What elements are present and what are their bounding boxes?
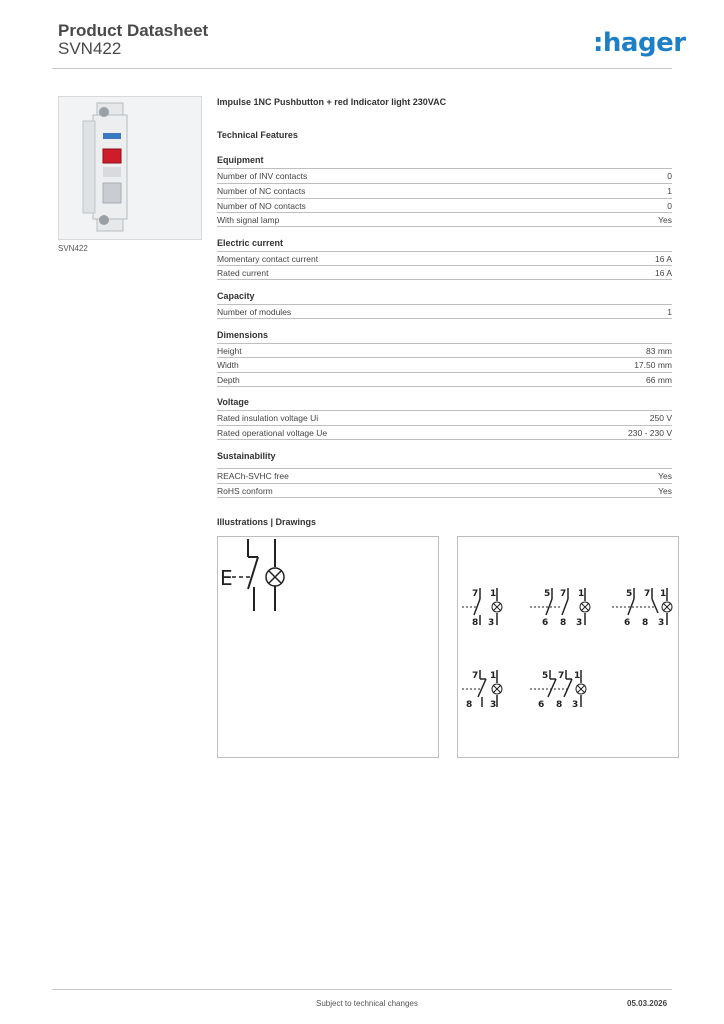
variant-diagram-4 (462, 670, 502, 710)
variant-diagram-1 (462, 588, 502, 628)
table-row: REACh-SVHC free Yes (217, 468, 672, 483)
pushbutton-lamp-symbol (218, 537, 438, 757)
svg-text:1: 1 (490, 671, 497, 681)
technical-features-title: Technical Features (217, 130, 298, 140)
group-title-equipment: Equipment (217, 155, 264, 165)
svg-text:1: 1 (574, 671, 581, 681)
svg-text:3: 3 (490, 700, 497, 710)
table-row: Rated insulation voltage Ui 250 V (217, 410, 672, 425)
product-code: SVN422 (58, 39, 122, 58)
wiring-diagram-variants (457, 536, 679, 758)
svg-text:7: 7 (644, 589, 651, 599)
svg-text:5: 5 (544, 589, 551, 599)
svg-text:1: 1 (660, 589, 667, 599)
table-row: Number of NC contacts 1 (217, 183, 672, 198)
hager-logo: :hager (593, 28, 686, 58)
variant-diagram-5 (530, 670, 586, 710)
svg-text:7: 7 (560, 589, 567, 599)
table-row: Number of modules 1 (217, 304, 672, 319)
table-row: Depth 66 mm (217, 372, 672, 387)
svg-text:8: 8 (560, 618, 567, 628)
table-row: Number of INV contacts 0 (217, 168, 672, 183)
svg-text:7: 7 (472, 589, 479, 599)
svg-text:6: 6 (538, 700, 545, 710)
page-title: Product Datasheet (58, 21, 209, 40)
table-row: RoHS conform Yes (217, 483, 672, 498)
table-row: With signal lamp Yes (217, 212, 672, 227)
table-row: Rated operational voltage Ue 230 - 230 V (217, 425, 672, 440)
svg-text:3: 3 (658, 618, 665, 628)
group-title-dimensions: Dimensions (217, 330, 269, 340)
svg-text:3: 3 (576, 618, 583, 628)
svg-text:8: 8 (556, 700, 563, 710)
group-title-electric-current: Electric current (217, 238, 284, 248)
illustrations-title: Illustrations | Drawings (217, 517, 317, 527)
header-divider (52, 68, 672, 69)
footer-date: 05.03.2026 (627, 999, 668, 1008)
footer-divider (52, 989, 672, 990)
group-title-capacity: Capacity (217, 291, 255, 301)
footer-note: Subject to technical changes (316, 999, 418, 1008)
svg-text:1: 1 (490, 589, 497, 599)
table-row: Number of NO contacts 0 (217, 198, 672, 213)
actuator-label: E (220, 566, 233, 590)
svg-text:5: 5 (626, 589, 633, 599)
variant-diagram-2 (530, 588, 590, 628)
svg-text:3: 3 (572, 700, 579, 710)
svg-text:6: 6 (542, 618, 549, 628)
table-row: Width 17.50 mm (217, 357, 672, 372)
group-title-voltage: Voltage (217, 397, 249, 407)
product-image (58, 96, 202, 240)
svg-text:5: 5 (542, 671, 549, 681)
table-row: Rated current 16 A (217, 265, 672, 280)
wiring-diagram-main (217, 536, 439, 758)
svg-text:3: 3 (488, 618, 495, 628)
group-title-sustainability: Sustainability (217, 451, 276, 461)
svg-text:8: 8 (466, 700, 473, 710)
table-row: Height 83 mm (217, 343, 672, 358)
table-row: Momentary contact current 16 A (217, 251, 672, 266)
product-description: Impulse 1NC Pushbutton + red Indicator light 230VAC (217, 97, 447, 107)
svg-text:8: 8 (642, 618, 649, 628)
svg-text:7: 7 (558, 671, 565, 681)
svg-text:1: 1 (578, 589, 585, 599)
image-caption: SVN422 (58, 244, 88, 253)
svg-text:6: 6 (624, 618, 631, 628)
svg-text:7: 7 (472, 671, 479, 681)
variant-diagram-3 (612, 588, 672, 628)
svg-text:8: 8 (472, 618, 479, 628)
